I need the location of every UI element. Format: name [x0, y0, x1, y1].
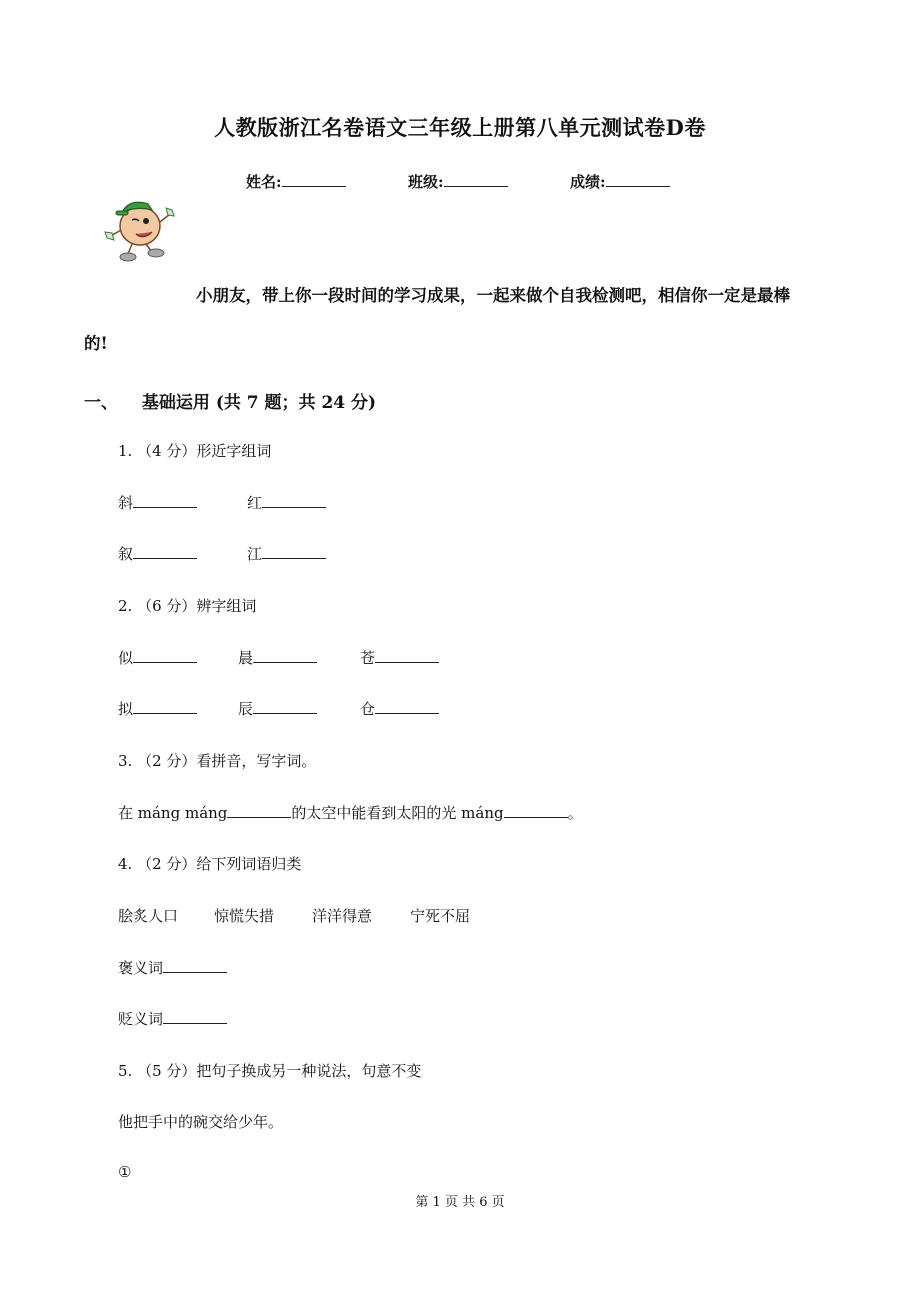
q2-char: 辰 [238, 700, 254, 718]
intro-line-1: 小朋友，带上你一段时间的学习成果，一起来做个自我检测吧，相信你一定是最棒 [196, 286, 790, 305]
page-footer: 第 1 页 共 6 页 [415, 1195, 505, 1210]
q1-item [247, 492, 326, 513]
section-number: 一、 [84, 393, 118, 413]
q1-blank[interactable] [133, 492, 197, 508]
mascot-illustration [102, 196, 182, 264]
class-label: 班级: [408, 173, 444, 191]
q1-blank[interactable] [262, 543, 326, 559]
q2-item [360, 698, 439, 719]
q5-sentence: 他把手中的碗交给少年。 [118, 1113, 284, 1131]
q1-char: 江 [247, 545, 263, 563]
question-5-stem: 5. （5 分）把句子换成另一种说法，句意不变 [118, 1062, 422, 1080]
q1-char: 斜 [118, 494, 134, 512]
score-label: 成绩: [570, 173, 606, 191]
q2-item [360, 647, 439, 668]
q4-word: 惊慌失措 [214, 907, 275, 925]
q5-item-1: ① [118, 1163, 132, 1181]
q4-word: 洋洋得意 [312, 907, 373, 925]
q4-word: 宁死不屈 [410, 907, 471, 925]
q2-char: 晨 [238, 649, 254, 667]
q1-blank[interactable] [262, 492, 326, 508]
name-blank[interactable] [282, 171, 346, 187]
score-field [570, 171, 670, 192]
q1-item [247, 543, 326, 564]
q2-item [118, 698, 197, 719]
section-title: 基础运用 (共 7 题；共 24 分) [141, 393, 377, 413]
q1-char: 红 [247, 494, 263, 512]
q4-positive-blank[interactable] [163, 957, 227, 973]
q3-part-2: 的太空中能看到太阳的光 máng [291, 804, 504, 822]
q2-item [238, 698, 317, 719]
q2-blank[interactable] [133, 698, 197, 714]
question-4-stem: 4. （2 分）给下列词语归类 [118, 855, 302, 873]
q2-char: 似 [118, 649, 134, 667]
q3-blank-1[interactable] [227, 802, 291, 818]
q2-blank[interactable] [253, 647, 317, 663]
q2-blank[interactable] [375, 647, 439, 663]
intro-line-2: 的! [84, 334, 108, 353]
q3-sentence [118, 802, 583, 823]
q2-char: 仓 [360, 700, 376, 718]
q2-item [118, 647, 197, 668]
q3-part-1: 在 máng máng [118, 804, 228, 822]
section-heading [84, 388, 376, 413]
q4-word: 脍炙人口 [118, 907, 179, 925]
q1-item [118, 543, 197, 564]
q3-blank-2[interactable] [504, 802, 568, 818]
question-3-stem: 3. （2 分）看拼音，写字词。 [118, 752, 317, 770]
score-blank[interactable] [606, 171, 670, 187]
q1-item [118, 492, 197, 513]
q2-char: 苍 [360, 649, 376, 667]
q4-negative-blank[interactable] [163, 1008, 227, 1024]
q1-blank[interactable] [133, 543, 197, 559]
question-2-stem: 2. （6 分）辨字组词 [118, 597, 257, 615]
q2-blank[interactable] [375, 698, 439, 714]
class-field [408, 171, 508, 192]
name-field [246, 171, 346, 192]
q3-part-3: 。 [567, 804, 583, 822]
page-title: 人教版浙江名卷语文三年级上册第八单元测试卷D卷 [214, 115, 706, 140]
name-label: 姓名: [246, 173, 282, 191]
q2-char: 拟 [118, 700, 134, 718]
q4-negative-label: 贬义词 [118, 1010, 164, 1028]
q2-blank[interactable] [253, 698, 317, 714]
q2-blank[interactable] [133, 647, 197, 663]
q4-negative [118, 1008, 227, 1029]
q2-item [238, 647, 317, 668]
q1-char: 叙 [118, 545, 134, 563]
q4-positive-label: 褒义词 [118, 959, 164, 977]
q4-positive [118, 957, 227, 978]
class-blank[interactable] [444, 171, 508, 187]
question-1-stem: 1. （4 分）形近字组词 [118, 442, 272, 460]
